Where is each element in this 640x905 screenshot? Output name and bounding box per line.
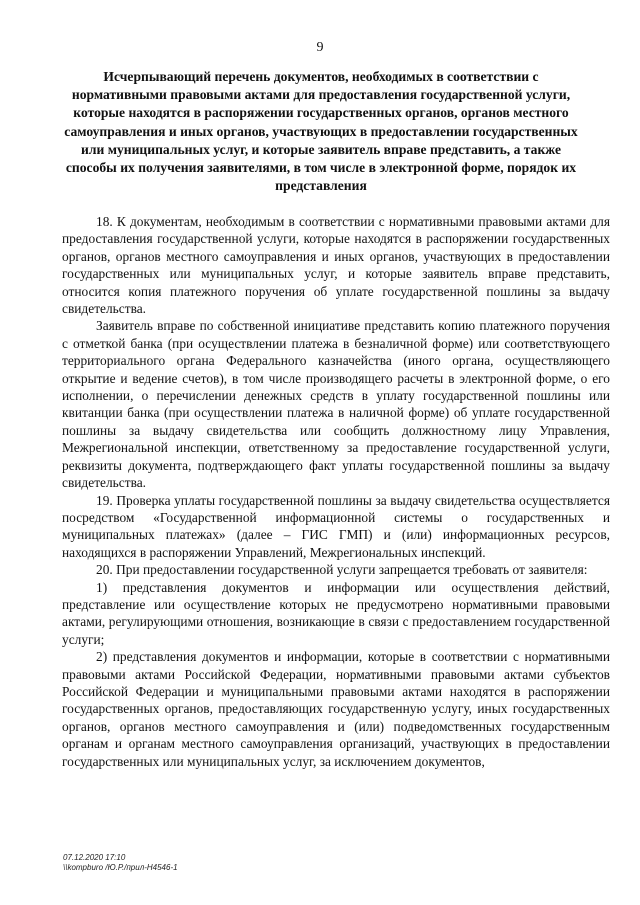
paragraph-18-continued: Заявитель вправе по собственной инициативе представить копию платежного поручения с отметкой банка (при осуществлении платежа в безналичной форме) или соответствующего территориального органа Федерального казначейства (иного органа, осуществляющего открытие и ведение счетов), в том числе производящего расчеты в электронной форме, о его исполнении, о перечислении денежных средств в уплату государственной пошлины или квитанции банка (при осуществлении платежа в наличной форме) об уплате государственной пошлины за выдачу свидетельства или сообщить должностному лицу Управления, Межрегиональной инспекции, ответственному за предоставление государственной услуги, реквизиты документа, подтверждающего факт уплаты государственной пошлины за выдачу свидетельства. xyxy=(62,318,610,491)
page-number: 9 xyxy=(316,40,324,55)
body-text xyxy=(62,213,610,770)
footer-stamp xyxy=(63,853,178,873)
paragraph-20-item-1: 1) представления документов и информации или осуществления действий, представление или осуществление которых не предусмотрено нормативными правовыми актами, регулирующими отношения, возникающие в связи с предоставлением государственной услуги; xyxy=(62,579,610,647)
paragraph-20: 20. При предоставлении государственной услуги запрещается требовать от заявителя: xyxy=(96,562,588,578)
section-heading: Исчерпывающий перечень документов, необходимых в соответствии с нормативными правовыми актами для предоставления государственной услуги, которые находятся в распоряжении государственных органов, органов местного самоуправления и иных органов, участвующих в предоставлении государственных или муниципальных услуг, и которые заявитель вправе представить, а также способы их получения заявителями, в том числе в электронной форме, порядок их представления xyxy=(64,69,578,194)
paragraph-20-item-2: 2) представления документов и информации, которые в соответствии с нормативными правовыми актами Российской Федерации, нормативными правовыми актами субъектов Российской Федерации и муниципальными правовыми актами находятся в распоряжении государственных органов, предоставляющих государственную услугу, иных государственных органов, органов местного самоуправления и (или) подведомственных государственным органам и органам местного самоуправления организаций, участвующих в предоставлении государственных или муниципальных услуг, за исключением документов, xyxy=(62,649,610,769)
footer-file-ref: \\kompburo /Ю.Р./прил-H4546-1 xyxy=(63,863,178,872)
footer-date: 07.12.2020 17:10 xyxy=(63,853,126,862)
paragraph-19: 19. Проверка уплаты государственной пошлины за выдачу свидетельства осуществляется посредством «Государственной информационной системы о государственных и муниципальных платежах» (далее – ГИС ГМП) и (или) информационных ресурсов, находящихся в распоряжении Управлений, Межрегиональных инспекций. xyxy=(62,492,610,560)
paragraph-18: 18. К документам, необходимым в соответствии с нормативными правовыми актами для предоставления государственной услуги, которые находятся в распоряжении государственных органов, органов местного самоуправления и иных органов, участвующих в предоставлении государственных или муниципальных услуг, и которые заявитель вправе представить, относится копия платежного поручения об уплате государственной пошлины за выдачу свидетельства. xyxy=(62,214,610,317)
